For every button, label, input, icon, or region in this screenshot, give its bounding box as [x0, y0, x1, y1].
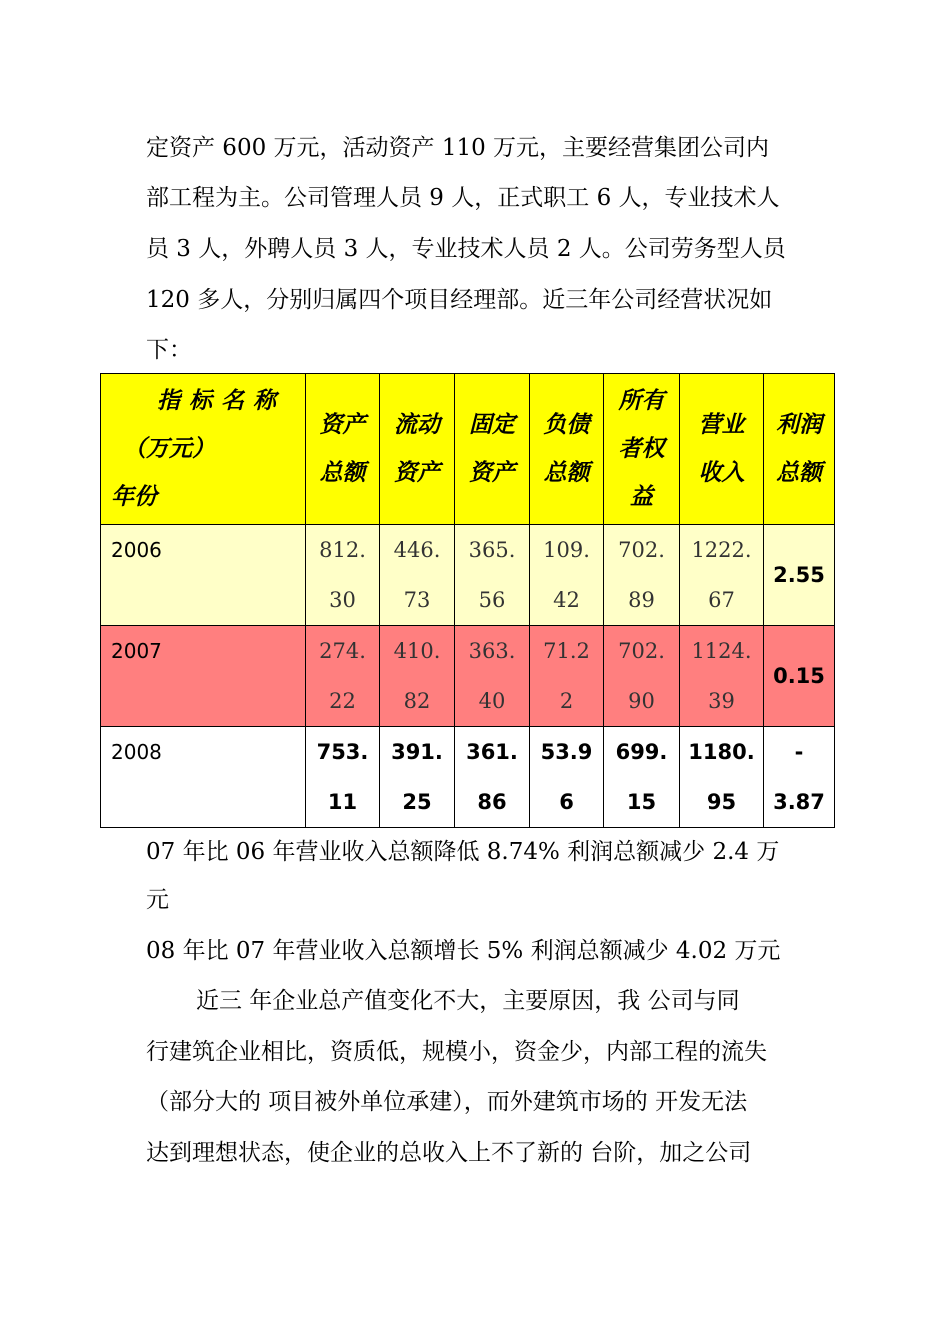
table-row-2006	[101, 525, 835, 626]
cell-total-assets: 274. 22	[306, 626, 380, 727]
cell-revenue: 1180. 95	[680, 727, 764, 828]
cell-total-liabilities: 53.9 6	[530, 727, 604, 828]
header-owners-equity: 所有 者权 益	[604, 374, 680, 525]
cell-total-assets: 812. 30	[306, 525, 380, 626]
paragraph-line-1: 近三 年企业总产值变化不大，主要原因，我 公司与同	[196, 988, 740, 1014]
header-total-profit: 利润 总额	[764, 374, 835, 525]
intro-line-4: 120 多人，分别归属四个项目经理部。近三年公司经营状况如	[146, 287, 773, 313]
cell-current-assets: 410. 82	[380, 626, 455, 727]
header-total-assets: 资产 总额	[306, 374, 380, 525]
header-revenue: 营业 收入	[680, 374, 764, 525]
cell-current-assets: 446. 73	[380, 525, 455, 626]
cell-revenue: 1124. 39	[680, 626, 764, 727]
cell-owners-equity: 699. 15	[604, 727, 680, 828]
paragraph-line-4: 达到理想状态，使企业的总收入上不了新的 台阶，加之公司	[146, 1140, 752, 1166]
cell-fixed-assets: 363. 40	[455, 626, 530, 727]
note-line-3: 08 年比 07 年营业收入总额增长 5% 利润总额减少 4.02 万元	[146, 938, 781, 964]
cell-owners-equity: 702. 89	[604, 525, 680, 626]
table-header-row	[101, 374, 835, 525]
paragraph-line-2: 行建筑企业相比，资质低，规模小，资金少，内部工程的流失	[146, 1039, 767, 1065]
cell-owners-equity: 702. 90	[604, 626, 680, 727]
paragraph-line-3: （部分大的 项目被外单位承建），而外建筑市场的 开发无法	[146, 1089, 748, 1115]
header-indicator-name: 指标名称	[157, 388, 285, 414]
year-cell: 2007	[101, 626, 306, 727]
intro-line-3: 员 3 人，外聘人员 3 人，专业技术人员 2 人。公司劳务型人员	[146, 236, 786, 262]
header-unit: （万元）	[123, 436, 215, 462]
header-current-assets: 流动 资产	[380, 374, 455, 525]
intro-line-2: 部工程为主。公司管理人员 9 人，正式职工 6 人，专业技术人	[146, 185, 780, 211]
cell-current-assets: 391. 25	[380, 727, 455, 828]
header-fixed-assets: 固定 资产	[455, 374, 530, 525]
intro-line-5: 下：	[146, 337, 192, 363]
header-year: 年份	[111, 484, 157, 510]
year-cell: 2006	[101, 525, 306, 626]
cell-revenue: 1222. 67	[680, 525, 764, 626]
table-row-2007	[101, 626, 835, 727]
table-row-2008	[101, 727, 835, 828]
cell-fixed-assets: 361. 86	[455, 727, 530, 828]
cell-total-liabilities: 109. 42	[530, 525, 604, 626]
year-cell: 2008	[101, 727, 306, 828]
cell-total-assets: 753. 11	[306, 727, 380, 828]
header-indicator-cell	[101, 374, 306, 525]
note-line-2: 元	[146, 887, 169, 913]
note-line-1: 07 年比 06 年营业收入总额降低 8.74% 利润总额减少 2.4 万	[146, 839, 780, 865]
intro-line-1: 定资产 600 万元，活动资产 110 万元，主要经营集团公司内	[146, 135, 770, 161]
cell-fixed-assets: 365. 56	[455, 525, 530, 626]
operations-table	[100, 373, 835, 828]
header-total-liabilities: 负债 总额	[530, 374, 604, 525]
cell-total-profit: - 3.87	[764, 727, 835, 828]
cell-total-profit: 2.55	[764, 525, 835, 626]
cell-total-liabilities: 71.2 2	[530, 626, 604, 727]
cell-total-profit: 0.15	[764, 626, 835, 727]
